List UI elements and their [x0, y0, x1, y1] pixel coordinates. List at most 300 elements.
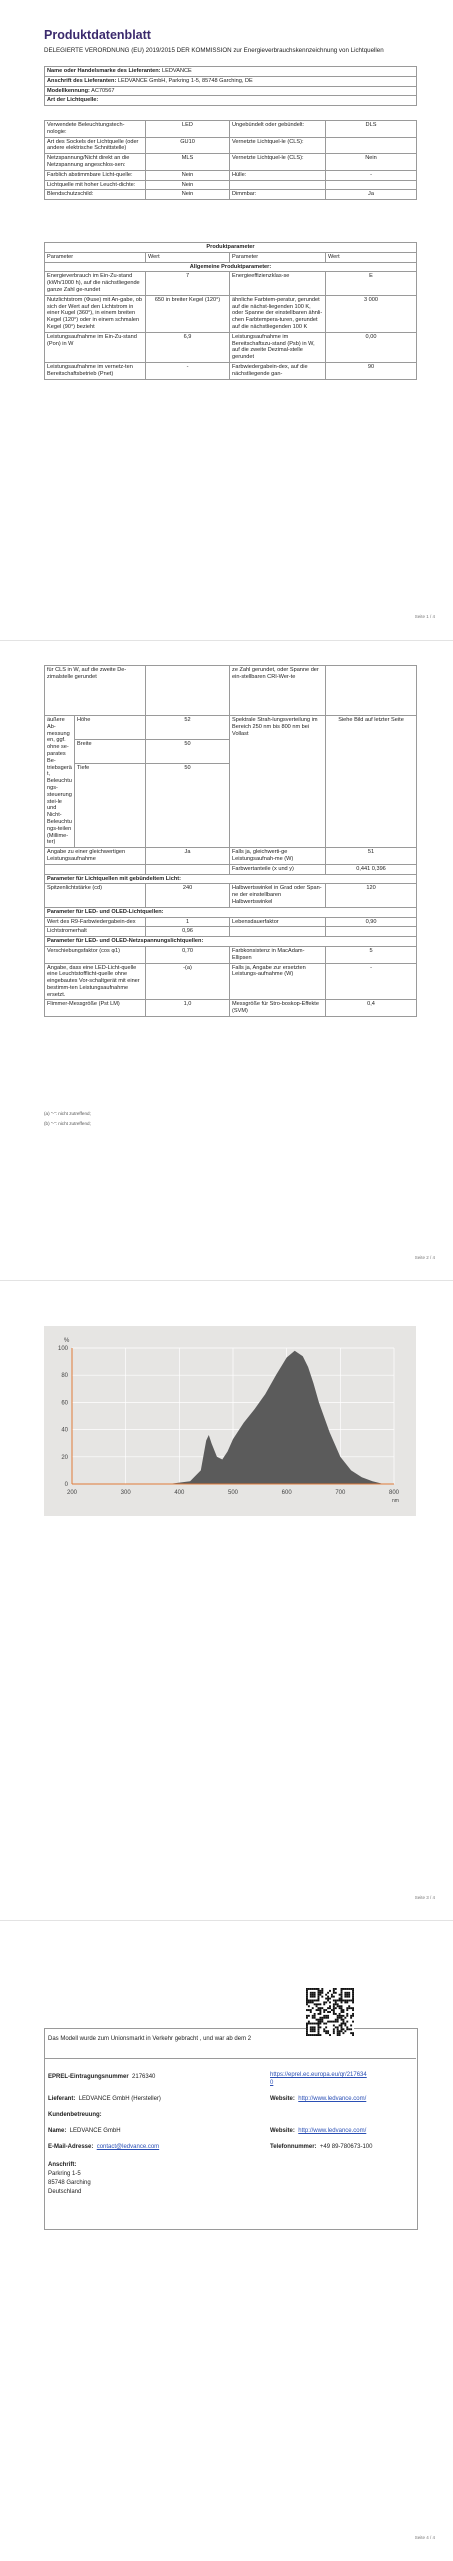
qr-module — [333, 2003, 335, 2005]
supplier-name-row — [45, 67, 417, 77]
qr-module — [350, 2024, 352, 2026]
eprel-label: EPREL-Eintragungsnummer — [48, 2074, 129, 2080]
qr-module — [352, 2001, 354, 2003]
qr-module — [329, 2005, 331, 2007]
qr-module — [318, 2019, 320, 2021]
qr-module — [341, 2019, 343, 2021]
y-tick-label: 20 — [61, 1454, 68, 1461]
website-link[interactable]: http://www.ledvance.com/ — [298, 2096, 367, 2102]
qr-module — [316, 2019, 318, 2021]
replace-power-value: - — [326, 963, 417, 1000]
param-label: Leistungsaufnahme im Ein-Zu-stand (Pon) in W — [45, 332, 146, 362]
params-table-cont — [44, 665, 417, 1017]
qr-module — [318, 2023, 320, 2025]
beam-label: Halbwertswinkel in Grad oder Span-ne der einstellbaren Halbwertswinkel — [230, 884, 326, 907]
qr-module — [316, 2009, 318, 2011]
qr-module — [323, 2028, 325, 2030]
lightsource-type-label: Art der Lichtquelle: — [47, 97, 99, 104]
chrom-value: 0,441 0,396 — [326, 864, 417, 874]
website2-link[interactable]: http://www.ledvance.com/ — [298, 2128, 367, 2134]
qr-module — [314, 2034, 316, 2036]
website2-label: Website: — [270, 2128, 295, 2134]
qr-module — [306, 1990, 308, 1992]
qr-module — [333, 2021, 335, 2023]
sdcm-value: 5 — [326, 946, 417, 963]
qr-module — [341, 1996, 343, 1998]
spectrum-chart-svg — [44, 1326, 416, 1516]
qr-module — [321, 1992, 323, 1994]
qr-module — [344, 2000, 346, 2002]
qr-module — [316, 2003, 318, 2005]
qr-module — [333, 2000, 335, 2002]
qr-module — [316, 2023, 318, 2025]
page-1 — [0, 0, 453, 640]
qr-module — [331, 1994, 333, 1996]
qr-module — [346, 2001, 348, 2003]
pf-value: 0,70 — [146, 946, 230, 963]
general-params-header: Allgemeine Produktparameter: — [45, 262, 417, 272]
qr-module — [352, 1988, 354, 1990]
qr-module — [308, 2021, 310, 2023]
qr-module — [325, 2015, 327, 2017]
qr-module — [350, 2015, 352, 2017]
qr-module — [337, 2005, 339, 2007]
qr-module — [325, 2017, 327, 2019]
qr-module — [333, 1990, 335, 1992]
qr-module — [337, 2015, 339, 2017]
type-header-row — [45, 96, 417, 106]
type-label: Hülle: — [230, 170, 326, 180]
qr-module — [318, 2009, 320, 2011]
qr-module — [327, 2011, 329, 2013]
param-value: - — [146, 362, 230, 379]
qr-module — [350, 2000, 352, 2002]
qr-module — [346, 2000, 348, 2002]
page-4 — [0, 1921, 453, 2561]
dim-value-2: 50 — [146, 764, 230, 848]
qr-module — [314, 2013, 316, 2015]
type-label: Verwendete Beleuchtungstech-nologie: — [45, 121, 146, 138]
param-label: Farbwiedergabein-dex, auf die nächstliegende gan- — [230, 362, 326, 379]
qr-module — [306, 2009, 308, 2011]
qr-module — [310, 2030, 312, 2032]
pf-label: Verschiebungsfaktor (cos φ1) — [45, 946, 146, 963]
x-tick-label: 600 — [281, 1490, 292, 1496]
qr-module — [337, 2028, 339, 2030]
qr-module — [314, 2023, 316, 2025]
params-table — [44, 242, 417, 380]
qr-module — [337, 2021, 339, 2023]
qr-module — [339, 2005, 341, 2007]
qr-module — [312, 2034, 314, 2036]
param-label: Leistungsaufnahme im Bereitschaftszu-stand (Psb) in W, auf die zweite Dezimal-stelle gerundet — [230, 332, 326, 362]
qr-module — [335, 2000, 337, 2002]
qr-module — [342, 2015, 344, 2017]
qr-module — [341, 2026, 343, 2028]
qr-module — [325, 2009, 327, 2011]
qr-module — [337, 2019, 339, 2021]
chrom-empty-2 — [146, 864, 230, 874]
qr-module — [346, 2007, 348, 2009]
qr-module — [314, 2028, 316, 2030]
qr-module — [339, 2024, 341, 2026]
support-label: Kundenbetreuung: — [48, 2112, 102, 2118]
qr-module — [346, 2021, 348, 2023]
qr-module — [346, 2028, 348, 2030]
qr-module — [344, 2017, 346, 2019]
qr-module — [310, 1994, 312, 1996]
qr-module — [310, 2026, 312, 2028]
qr-module — [321, 2017, 323, 2019]
qr-module — [335, 1988, 337, 1990]
qr-module — [312, 1994, 314, 1996]
qr-module — [341, 2000, 343, 2002]
eprel-row — [48, 2074, 155, 2080]
qr-module — [325, 2026, 327, 2028]
regulation-subtitle: DELEGIERTE VERORDNUNG (EU) 2019/2015 DER KOMMISSION zur Energieverbrauchskennzeichnung von Lichtquellen — [44, 47, 384, 54]
qr-module — [342, 2000, 344, 2002]
contact-name-value: LEDVANCE GmbH — [69, 2128, 121, 2134]
qr-module — [318, 1988, 320, 1990]
param-label: Energieeffizienzklas-se — [230, 272, 326, 295]
qr-module — [339, 2030, 341, 2032]
contact-name-label: Name: — [48, 2128, 67, 2134]
qr-module — [318, 2000, 320, 2002]
qr-module — [346, 2009, 348, 2011]
qr-module — [306, 2032, 308, 2034]
qr-module — [352, 1998, 354, 2000]
x-tick-label: 400 — [174, 1490, 185, 1496]
equiv-label: Angabe zu einer gleichwertigen Leistungsaufnahme — [45, 848, 146, 865]
qr-module — [342, 2011, 344, 2013]
type-label: Dimmbar: — [230, 190, 326, 200]
maint-value: 0,96 — [146, 927, 230, 937]
r9-label: Wert des R9-Farbwiedergabein-dex — [45, 917, 146, 927]
qr-module — [335, 2003, 337, 2005]
strobo-label: Messgröße für Stro-boskop-Effekte (SVM) — [230, 1000, 326, 1017]
qr-module — [306, 2030, 308, 2032]
qr-module — [319, 2009, 321, 2011]
qr-module — [323, 2017, 325, 2019]
param-value: 6,9 — [146, 332, 230, 362]
supplier-name-label: Name oder Handelsmarke des Lieferanten: — [47, 68, 161, 74]
qr-module — [312, 2030, 314, 2032]
qr-module — [314, 2017, 316, 2019]
type-label: Lichtquelle mit hoher Leucht-dichte: — [45, 180, 146, 190]
qr-module — [318, 2007, 320, 2009]
qr-module — [323, 2030, 325, 2032]
type-label: Netzspannung/Nicht direkt an die Netzspannung angeschlos-sen: — [45, 154, 146, 171]
qr-module — [325, 2030, 327, 2032]
spectrum-chart — [44, 1326, 416, 1516]
qr-module — [321, 2019, 323, 2021]
replace-power-label: Falls ja, Angabe zur ersetzten Leistungs-aufnahme (W) — [230, 963, 326, 1000]
qr-module — [342, 2019, 344, 2021]
phone-row — [270, 2144, 372, 2150]
email-label: E-Mail-Adresse: — [48, 2144, 94, 2150]
qr-module — [306, 2003, 308, 2005]
qr-module — [335, 2019, 337, 2021]
qr-module — [352, 2015, 354, 2017]
type-row — [45, 180, 417, 190]
qr-module — [352, 2034, 354, 2036]
qr-module — [318, 1994, 320, 1996]
qr-module — [323, 2009, 325, 2011]
qr-module — [348, 2005, 350, 2007]
phone-label: Telefonnummer: — [270, 2144, 317, 2150]
eprel-link[interactable]: https://eprel.ec.europa.eu/qr/2176340 — [270, 2072, 367, 2086]
spectral-value: Siehe Bild auf letzter Seite — [326, 716, 417, 848]
type-value: DLS — [326, 121, 417, 138]
y-tick-label: 100 — [57, 1346, 68, 1352]
qr-module — [333, 2032, 335, 2034]
qr-module — [348, 2007, 350, 2009]
qr-module — [318, 1996, 320, 1998]
qr-module — [316, 2000, 318, 2002]
y-tick-label: 0 — [64, 1482, 68, 1488]
qr-module — [318, 2024, 320, 2026]
qr-module — [341, 1990, 343, 1992]
qr-module — [319, 2023, 321, 2025]
col-value-1: Wert — [146, 252, 230, 262]
market-intro: Das Modell wurde zum Unionsmarkt in Verkehr gebracht , und war ab dem 2 — [48, 2036, 252, 2042]
type-row — [45, 137, 417, 154]
qr-module — [319, 2017, 321, 2019]
type-label: Vernetzte Lichtquel-le (CLS): — [230, 154, 326, 171]
qr-module — [306, 2028, 308, 2030]
qr-module — [314, 1992, 316, 1994]
qr-module — [323, 2003, 325, 2005]
supplier-address-label: Anschrift des Lieferanten: — [47, 77, 117, 84]
qr-module — [308, 1988, 310, 1990]
qr-module — [329, 1998, 331, 2000]
qr-module — [327, 1998, 329, 2000]
qr-module — [306, 2000, 308, 2002]
qr-module — [323, 2001, 325, 2003]
qr-module — [333, 1996, 335, 1998]
type-row — [45, 154, 417, 171]
model-value: AC70567 — [91, 87, 115, 94]
qr-module — [327, 1996, 329, 1998]
y-axis-label: % — [64, 1338, 70, 1344]
col-value-2: Wert — [326, 252, 417, 262]
qr-module — [341, 2028, 343, 2030]
qr-module — [308, 2015, 310, 2017]
page-number: Seite 4 / 4 — [414, 2535, 435, 2540]
qr-module — [318, 2026, 320, 2028]
qr-module — [312, 1988, 314, 1990]
qr-module — [312, 2026, 314, 2028]
param-label: Nutzlichtstrom (Φuse) mit An-gabe, ob sich der Wert auf den Lichtstrom in einer Kugel (360°), in einem breiten Kegel (120°) oder in einem schmalen Kegel (90°) bezieht — [45, 295, 146, 332]
x-tick-label: 300 — [120, 1490, 131, 1496]
qr-module — [312, 1992, 314, 1994]
qr-module — [342, 2009, 344, 2011]
website-label: Website: — [270, 2096, 295, 2102]
qr-module — [352, 2000, 354, 2002]
qr-module — [319, 2021, 321, 2023]
replace-label: Angabe, dass eine LED-Licht-quelle eine Leuchtstofflicht-quelle ohne eingebautes Vor-schaltgerät mit einer bestimm-ten Leistungsaufnahme ersetzt. — [45, 963, 146, 1000]
qr-module — [306, 1998, 308, 2000]
qr-module — [341, 1998, 343, 2000]
type-row — [45, 121, 417, 138]
qr-module — [318, 2003, 320, 2005]
qr-module — [314, 1994, 316, 1996]
param-row — [45, 272, 417, 295]
qr-module — [310, 1988, 312, 1990]
product-params-header: Produktparameter — [45, 243, 417, 253]
website2-row — [270, 2128, 366, 2134]
qr-module — [325, 1998, 327, 2000]
qr-module — [312, 2023, 314, 2025]
supplier-value: LEDVANCE GmbH (Hersteller) — [78, 2096, 161, 2102]
qr-module — [346, 2013, 348, 2015]
directional-header: Parameter für Lichtquellen mit gebündeltem Licht: — [45, 874, 417, 884]
qr-module — [348, 1996, 350, 1998]
qr-module — [341, 2001, 343, 2003]
qr-module — [310, 2011, 312, 2013]
qr-module — [350, 2017, 352, 2019]
qr-module — [308, 2034, 310, 2036]
qr-module — [350, 1988, 352, 1990]
qr-module — [339, 2017, 341, 2019]
equiv-value: Ja — [146, 848, 230, 865]
page-number: Seite 2 / 4 — [414, 1255, 435, 1260]
qr-module — [318, 2021, 320, 2023]
mains-header: Parameter für LED- und OLED-Netzspannungslichtquellen: — [45, 937, 417, 947]
qr-module — [314, 2030, 316, 2032]
qr-module — [306, 2026, 308, 2028]
param-value: 3 000 — [326, 295, 417, 332]
qr-module — [318, 2030, 320, 2032]
qr-module — [335, 2001, 337, 2003]
website-row — [270, 2096, 366, 2102]
qr-module — [318, 2034, 320, 2036]
qr-module — [306, 1988, 308, 1990]
qr-module — [352, 1992, 354, 1994]
qr-module — [318, 2013, 320, 2015]
qr-module — [346, 2015, 348, 2017]
cont-empty — [146, 666, 230, 716]
qr-module — [350, 2007, 352, 2009]
qr-module — [331, 1996, 333, 1998]
y-tick-label: 60 — [61, 1400, 68, 1407]
type-value — [326, 137, 417, 154]
type-table — [44, 120, 417, 200]
qr-module — [341, 2007, 343, 2009]
type-label: Art des Sockels der Lichtquelle (oder andere elektrische Schnittstelle) — [45, 137, 146, 154]
qr-module — [341, 2030, 343, 2032]
cont-empty-2 — [326, 666, 417, 716]
contact-name-row — [48, 2128, 121, 2134]
survival-value: 0,90 — [326, 917, 417, 927]
qr-module — [339, 2015, 341, 2017]
qr-module — [316, 1988, 318, 1990]
qr-module — [327, 2000, 329, 2002]
qr-module — [316, 2034, 318, 2036]
qr-module — [325, 2032, 327, 2034]
qr-module — [344, 2024, 346, 2026]
qr-module — [341, 1992, 343, 1994]
qr-module — [352, 2021, 354, 2023]
qr-module — [346, 1988, 348, 1990]
qr-module — [342, 2028, 344, 2030]
qr-module — [306, 2015, 308, 2017]
qr-module — [310, 2034, 312, 2036]
divider — [44, 2058, 416, 2059]
qr-module — [323, 2023, 325, 2025]
qr-module — [312, 2028, 314, 2030]
qr-module — [306, 2001, 308, 2003]
qr-module — [348, 2028, 350, 2030]
qr-module — [308, 2009, 310, 2011]
address-label-row — [48, 2162, 76, 2168]
dim-label-1: Breite — [75, 740, 146, 764]
qr-module — [314, 2000, 316, 2002]
param-value: 7 — [146, 272, 230, 295]
qr-module — [331, 2021, 333, 2023]
qr-module — [352, 1996, 354, 1998]
qr-module — [344, 1994, 346, 1996]
address-line-1: Parkring 1-5 — [48, 2171, 81, 2177]
qr-module — [318, 2028, 320, 2030]
supplier-address-value: LEDVANCE GmbH, Parkring 1-5, 85748 Garching, DE — [117, 77, 253, 84]
qr-module — [306, 2017, 308, 2019]
qr-module — [346, 2026, 348, 2028]
qr-module — [335, 2007, 337, 2009]
qr-module — [321, 2021, 323, 2023]
param-value: 90 — [326, 362, 417, 379]
qr-module — [314, 2015, 316, 2017]
qr-module — [352, 2009, 354, 2011]
qr-module — [341, 2011, 343, 2013]
supplier-table — [44, 66, 417, 106]
maint-label: Lichtstromerhalt — [45, 927, 146, 937]
dim-value-0: 52 — [146, 716, 230, 740]
qr-module — [337, 2017, 339, 2019]
type-row — [45, 170, 417, 180]
qr-module — [323, 2011, 325, 2013]
supplier-name-value: LEDVANCE — [162, 68, 192, 74]
qr-module — [310, 2009, 312, 2011]
qr-module — [306, 2034, 308, 2036]
email-link[interactable]: contact@ledvance.com — [96, 2144, 160, 2150]
type-label: Ungebündelt oder gebündelt: — [230, 121, 326, 138]
qr-module — [308, 2000, 310, 2002]
cont-right: ze Zahl gerundet, oder Spanne der ein-stellbaren CRI-Wer-te — [230, 666, 326, 716]
qr-module — [312, 2015, 314, 2017]
qr-module — [310, 2000, 312, 2002]
qr-code — [306, 1988, 354, 2036]
qr-module — [335, 2013, 337, 2015]
param-value: E — [326, 272, 417, 295]
qr-module — [337, 2034, 339, 2036]
supplier-row — [48, 2096, 161, 2102]
qr-module — [327, 2007, 329, 2009]
qr-module — [335, 2026, 337, 2028]
qr-module — [335, 1992, 337, 1994]
qr-module — [344, 2030, 346, 2032]
qr-module — [306, 1996, 308, 1998]
qr-module — [327, 2015, 329, 2017]
qr-module — [316, 2005, 318, 2007]
qr-module — [327, 2021, 329, 2023]
qr-module — [310, 1992, 312, 1994]
qr-module — [329, 2011, 331, 2013]
qr-module — [352, 1990, 354, 1992]
qr-module — [339, 1994, 341, 1996]
qr-module — [329, 1990, 331, 1992]
page-number: Seite 3 / 4 — [414, 1895, 435, 1900]
